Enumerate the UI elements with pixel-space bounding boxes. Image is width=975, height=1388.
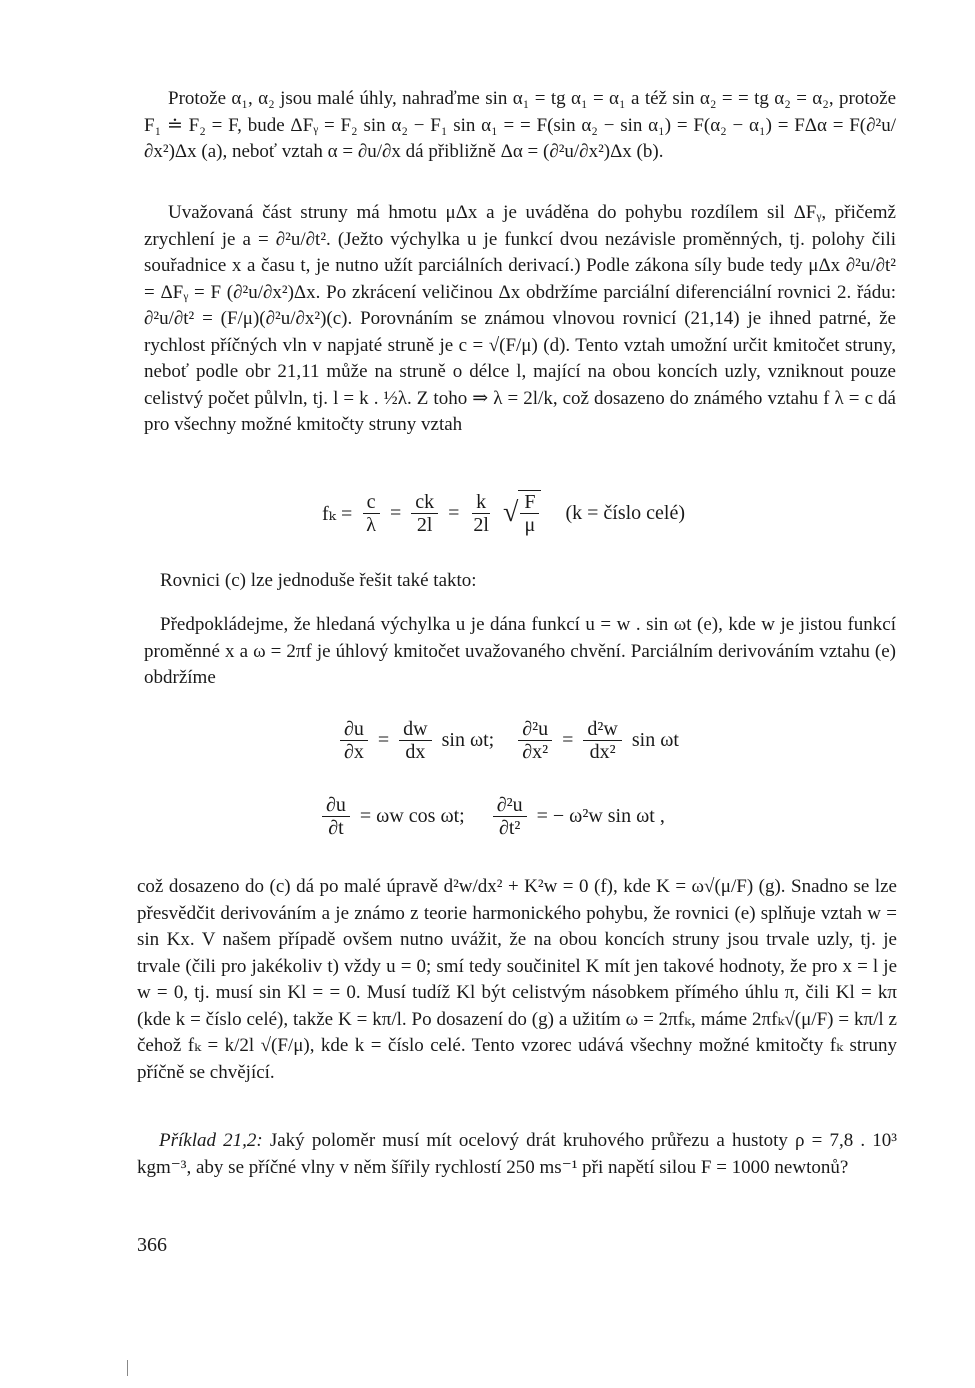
equation-fk: fₖ = $\frac{c}{\lambda}$ = $\frac{ck}{2l}$ = $\frac{k}{2l}$ √ $\frac{F}{\mu}$ (k = číslo celé) (322, 490, 686, 536)
paragraph-2: Uvažovaná část struny má hmotu μΔx a je uváděna do pohybu rozdílem sil ΔFᵧ, přičemž zrychlení je a = ∂²u/∂t². (Ježto výchylka u je funkcí dvou nezávisle proměnných, tj. polohy čili souřadnice x a času t, je nutno užít parciálních derivací.) Podle zákona síly bude tedy μΔx ∂²u/∂t² = ΔFᵧ = F (∂²u/∂x²)Δx. Po zkrácení veličinou Δx obdržíme parciální diferenciální rovnici 2. řádu: ∂²u/∂t² = (F/μ)(∂²u/∂x²)(c). Porovnáním se známou vlnovou rovnicí (21,14) je ihned patrné, že rychlost příčných vln v napjaté struně je c = √(F/μ) (d). Tento vztah umožní určit kmitočet struny, neboť podle obr 21,11 může na struně o délce l, mající na obou koncích uzly, vzniknout pouze celistvý počet půlvln, tj. l = k . ½λ. Z toho ⇒ λ = 2l/k, což dosazeno do známého vztahu f λ = c dá pro všechny možné kmitočty struny vztah (144, 202, 896, 435)
paragraph-4: Předpokládejme, že hledaná výchylka u je dána funkcí u = w . sin ωt (e), kde w je jistou funkcí proměnné x a ω = 2πf je úhlový kmitočet uvažovaného chvění. Parciálním derivováním vztahu (e) obdržíme (144, 614, 896, 688)
equation-derivatives-t: $\frac{\partial u}{\partial t}$ = ωw cos ωt; $\frac{\text{∂²u}}{\text{∂t²}}$ = − ω²w sin ωt , (322, 794, 665, 839)
sqrt-f-mu: √ $\frac{F}{\mu}$ (503, 490, 542, 536)
paragraph-5: což dosazeno do (c) dá po malé úpravě d²w/dx² + K²w = 0 (f), kde K = ω√(μ/F) (g). Snadno se lze přesvědčit derivováním a je známo z teorie harmonického pohybu, že rovnici (e) splňuje vztah w = sin Kx. V našem případě ovšem nutno uvážit, že na obou koncích struny jsou trvale uzly, tj. je trvale (čili pro jakékoliv t) vždy u = 0; smí tedy součinitel K mít jen takové hodnoty, že pro x = l je w = 0, tj. musí sin Kl = = 0. Musí tudíž Kl být celistvým násobkem přímého úhlu π, čili Kl = kπ (kde k = číslo celé), takže K = kπ/l. Po dosazení do (g) a užitím ω = 2πfₖ, máme 2πfₖ√(μ/F) = kπ/l z čehož fₖ = k/2l √(F/μ), kde k = číslo celé. Tento vzorec udává všechny možné kmitočty fₖ struny příčně se chvějící. (137, 876, 897, 1083)
example-label: Příklad 21,2: (159, 1130, 263, 1151)
example-text: Jaký poloměr musí mít ocelový drát kruhového průřezu a hustoty ρ = 7,8 . 10³ kgm⁻³, aby se příčné vlny v něm šířily rychlostí 250 ms⁻¹ při napětí silou F = 1000 newtonů? (137, 1130, 897, 1178)
frac-k-2l: $\frac{k}{2l}$ (473, 490, 489, 536)
paragraph-3: Rovnici (c) lze jednoduše řešit také takto: (160, 570, 477, 591)
frac-ck-2l: $\frac{ck}{2l}$ (411, 491, 438, 536)
eq-fk-lhs: fₖ = (322, 502, 353, 525)
paragraph-6 (137, 1128, 897, 1181)
scan-mark (127, 1360, 128, 1376)
eq-fk-note: (k = číslo celé) (565, 501, 686, 524)
paragraph-1: Protože α₁, α₂ jsou malé úhly, nahraďme sin α₁ = tg α₁ = α₁ a též sin α₂ = = tg α₂ = α₂, protože F₁ ≐ F₂ = F, bude ΔFᵧ = F₂ sin α₂ − F₁ sin α₁ = = F(sin α₂ − sin α₁) = F(α₂ − α₁) = FΔα = F(∂²u/∂x²)Δx (a), neboť vztah α = ∂u/∂x dá přibližně Δα = (∂²u/∂x²)Δx (b). (144, 88, 896, 162)
equation-derivatives-x: $\frac{\partial u}{\partial x}$ = $\frac{dw}{dx}$ sin ωt; $\frac{\text{∂²u}}{\text{∂x²}}$ = $\frac{\text{d²w}}{\text{dx²}}$ sin ωt (340, 718, 679, 763)
page-number: 366 (137, 1234, 167, 1256)
frac-c-lambda: $\frac{c}{\lambda}$ (362, 491, 380, 536)
